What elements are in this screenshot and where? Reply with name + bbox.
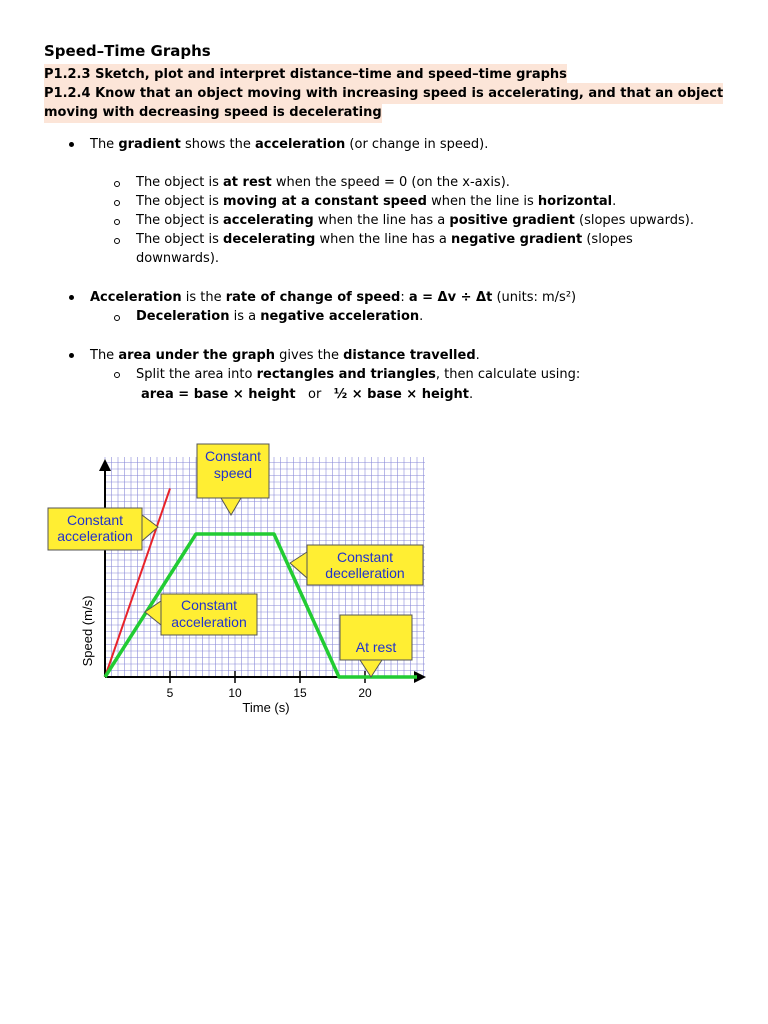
callout-box [290,545,423,585]
spec-p124-line2: moving with decreasing speed is decelerating [44,102,382,123]
callout-label: speed [213,465,253,481]
callout-box [48,508,158,550]
sub-bullet-icon [114,315,120,321]
callout-box [197,444,269,515]
x-axis-label: Time (s) [242,700,290,715]
constant-speed-point: The object is moving at a constant speed when the line is horizontal. [136,194,617,209]
bullet-icon [69,353,74,358]
callout-label: At rest [355,639,397,655]
callout-pointer [221,498,241,515]
speed-time-chart [40,435,440,725]
callout-label: Constant [66,512,124,528]
sub-bullet-icon [114,372,120,378]
acceleration-point: Acceleration is the rate of change of speed: a = Δv ÷ Δt (units: m/s²) [90,290,577,305]
x-tick-label: 15 [293,686,307,700]
callout-label: decelleration [325,565,405,581]
y-axis-label: Speed (m/s) [80,595,95,667]
sub-bullet-icon [114,238,120,244]
x-tick-label: 20 [358,686,372,700]
area-formulas: area = base × height or ½ × base × height. [141,387,474,402]
sub-bullet-icon [114,200,120,206]
bullet-icon [69,295,74,300]
y-axis-arrow-icon [99,459,111,471]
rest-point: The object is at rest when the speed = 0 (on the x-axis). [136,175,510,190]
callout-label: Constant [336,549,394,565]
sub-bullet-icon [114,181,120,187]
area-point: The area under the graph gives the distance travelled. [90,348,480,363]
decelerating-point: The object is decelerating when the line has a negative gradient (slopes [136,232,633,247]
spec-p123: P1.2.3 Sketch, plot and interpret distance–time and speed–time graphs [44,64,567,85]
accelerating-point: The object is accelerating when the line has a positive gradient (slopes upwards). [136,213,694,228]
sub-bullet-icon [114,219,120,225]
callout-box [145,594,257,635]
callout-pointer [142,515,158,541]
split-point: Split the area into rectangles and triangles, then calculate using: [136,367,581,382]
decelerating-point-cont: downwards). [136,251,220,266]
callout-label: Constant [204,448,262,464]
x-tick-label: 5 [166,686,174,700]
callout-label: Constant [180,597,238,613]
bullet-icon [69,142,74,147]
deceleration-point: Deceleration is a negative acceleration. [136,309,424,324]
callout-pointer [360,660,382,677]
page-title: Speed–Time Graphs [44,42,211,60]
callout-box [340,615,412,677]
callout-label: acceleration [57,528,133,544]
x-tick-label: 10 [228,686,242,700]
gradient-point: The gradient shows the acceleration (or change in speed). [90,137,489,152]
callout-label: acceleration [171,614,247,630]
spec-p124-line1: P1.2.4 Know that an object moving with increasing speed is accelerating, and that an object [44,83,723,104]
